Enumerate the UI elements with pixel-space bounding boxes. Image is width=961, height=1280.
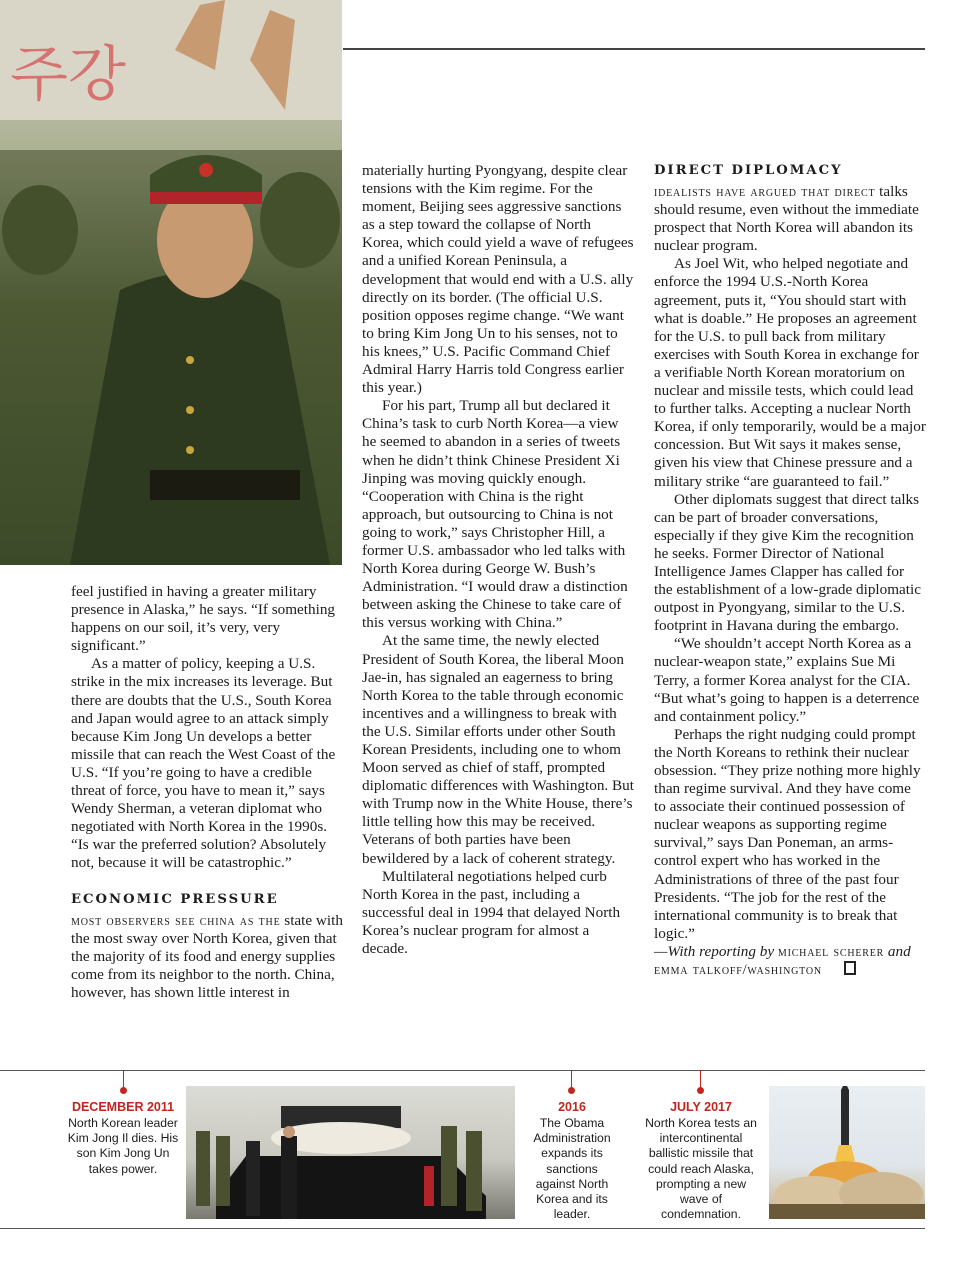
reporting-credit: —With reporting by michael scherer and emma talkoff/washington: [654, 942, 911, 979]
timeline-dot: [568, 1087, 575, 1094]
paragraph: As Joel Wit, who helped negotiate and enforce the 1994 U.S.-North Korea agreement, puts it, “You should start with what is doable.” He proposes an agreement for the U.S. to pull back from military exercises with South Korea in exchange for a verifiable North Korean moratorium on nuclear and missile tests, which could lead to further talks. Accepting a nuclear North Korea, if only temporarily, would be a major concession. But Wit says it makes sense, given his view that Chinese pressure and a military strike “are guaranteed to fail.”: [654, 255, 926, 490]
missile-launch-photo: [769, 1086, 925, 1219]
timeline-date: JULY 2017: [670, 1100, 732, 1114]
timeline-dot: [120, 1087, 127, 1094]
svg-text:주강: 주강: [10, 40, 126, 110]
paragraph: most observers see china as the state with the most sway over North Korea, given that the majority of its food and energy supplies come from its neighbor to the north. China, however, has shown little interest in: [71, 911, 343, 1001]
timeline-text: The Obama Administration expands its sanctions against North Korea and its leader.: [533, 1116, 611, 1222]
photo-illustration: [186, 1086, 515, 1219]
paragraph: Perhaps the right nudging could prompt the North Koreans to rethink their nuclear obsession. “They prize nothing more highly than regime survival. And they have come to associate their continued possession of nuclear weapons as supporting regime survival,” says Dan Poneman, an arms-control expert who has worked in the Administrations of three of the past four Presidents. “The job for the rest of the international community is to break that logic.”: [654, 725, 921, 942]
section-heading-direct-diplomacy: DIRECT DIPLOMACY: [654, 163, 843, 178]
timeline-text: North Korea tests an intercontinental ballistic missile that could reach Alaska, prompting a new wave of condemnation.: [645, 1116, 757, 1222]
lead-in: most observers see china as the: [71, 912, 281, 929]
top-rule: [343, 48, 925, 50]
timeline-bottom-rule: [0, 1228, 925, 1229]
soldiers-celebrating-photo: [0, 0, 342, 565]
article-column-2: [362, 162, 635, 958]
timeline-dot: [697, 1087, 704, 1094]
paragraph: idealists have argued that direct talks should resume, even without the immediate prospect that North Korea will abandon its nuclear program.: [654, 183, 919, 255]
article-column-3: [654, 162, 926, 979]
photo-illustration: [769, 1086, 925, 1219]
funeral-procession-photo: [186, 1086, 515, 1219]
paragraph: Other diplomats suggest that direct talks can be part of broader conversations, especially if they give Kim the recognition he seeks. Former Director of National Intelligence James Clapper has called for the establishment of a low-grade diplomatic outpost in Pyongyang, similar to the U.S. footprint in Havana during the embargo.: [654, 490, 921, 635]
paragraph: At the same time, the newly elected President of South Korea, the liberal Moon Jae-in, has signaled an eagerness to bring North Korea to the table through economic incentives and a willingness to break with the U.S. Similar efforts under other South Korean Presidents, including one to whom Moon served as chief of staff, prompted diplomatic differences with Washington. But with Trump now in the White House, there’s little telling how this may be received. Veterans of both parties have been bewildered by a lack of coherent strategy.: [362, 632, 634, 867]
article-column-1: [71, 583, 343, 1002]
timeline-date: 2016: [558, 1100, 586, 1114]
paragraph: feel justified in having a greater military presence in Alaska,” he says. “If something happens on our soil, it’s very, very significant.”: [71, 583, 336, 655]
paragraph: materially hurting Pyongyang, despite clear tensions with the Kim regime. For the moment, Beijing sees aggressive sanctions as a step toward the collapse of North Korea, which could yield a wave of refugees and a unified Korean Peninsula, a development that would end with a U.S. ally directly on its border. (The official U.S. position opposes regime change. “We want to bring Kim Jong Un to his senses, not to his knees,” U.S. Pacific Command Chief Admiral Harry Harris told Congress earlier this year.): [362, 162, 634, 397]
timeline-date: DECEMBER 2011: [71, 1100, 175, 1114]
lead-in: idealists have argued that direct: [654, 184, 876, 200]
section-heading-economic-pressure: ECONOMIC PRESSURE: [71, 891, 279, 907]
end-mark-icon: [844, 961, 856, 975]
paragraph: For his part, Trump all but declared it China’s task to curb North Korea—a view he seemed to abandon in a series of tweets when he didn’t think Chinese President Xi Jinping was moving quickly enough. “Cooperation with China is the right approach, but outsourcing to China is not going to work,” says Christopher Hill, a former U.S. ambassador who led talks with North Korea during George W. Bush’s Administration. “I would draw a distinction between asking the Chinese to take care of this versus working with China.”: [362, 397, 628, 632]
timeline-rule: [0, 1070, 925, 1071]
photo-illustration: [0, 0, 342, 565]
paragraph: Multilateral negotiations helped curb North Korea in the past, including a successful deal in 1994 that delayed North Korea’s nuclear program for almost a decade.: [362, 867, 621, 958]
paragraph: As a matter of policy, keeping a U.S. strike in the mix increases its leverage. But there are doubts that the U.S., South Korea and Japan would agree to an attack simply because Kim Jong Un develops a better missile that can reach the West Coast of the U.S. “If you’re going to have a credible threat of force, you have to mean it,” says Wendy Sherman, a veteran diplomat who negotiated with North Korea in the 1990s. “Is war the preferred solution? Absolutely not, because it will be catastrophic.”: [71, 655, 336, 872]
timeline-text: North Korean leader Kim Jong Il dies. His son Kim Jong Un takes power.: [67, 1116, 179, 1176]
paragraph: “We shouldn’t accept North Korea as a nuclear-weapon state,” explains Sue Mi Terry, a former Korea analyst for the CIA. “But what’s going to happen is a deterrence and containment policy.”: [654, 635, 920, 725]
